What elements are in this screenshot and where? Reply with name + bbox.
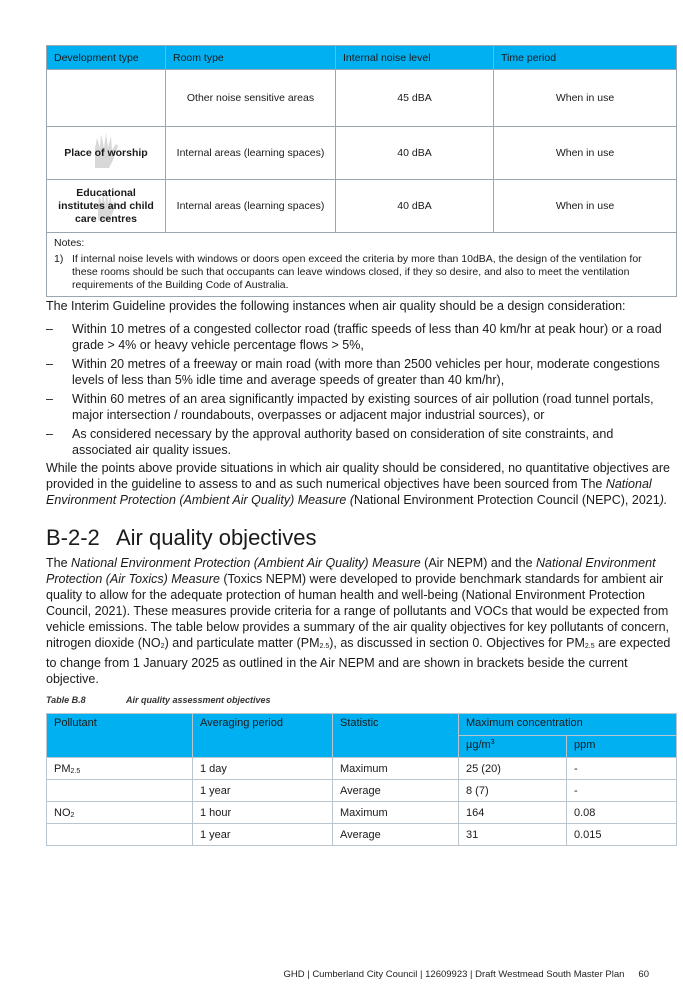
footer-text: GHD | Cumberland City Council | 12609923 | Draft Westmead South Master Plan [283,969,625,980]
section-heading [46,525,317,551]
cell-development-type [47,180,166,233]
cell-pollutant [47,780,193,802]
italic-run: ). [659,493,668,507]
text-run: (Air NEPM) and the [420,556,537,570]
list-item-text: As considered necessary by the approval authority based on consideration of site constraints, and associated air quality issues. [72,427,614,457]
caption-label: Table B.8 [46,695,86,705]
header-internal-noise-level: Internal noise level [336,46,494,70]
list-item [46,391,674,423]
cell-noise-level: 40 dBA [336,127,494,180]
cell-time-period: When in use [494,70,677,127]
cell-ppm: - [567,758,677,780]
subscript: 2.5 [70,767,81,775]
cell-ppm: 0.015 [567,824,677,846]
header-room-type: Room type [166,46,336,70]
cell-averaging-period: 1 year [193,824,333,846]
table-row [47,780,677,802]
cell-development-type [47,70,166,127]
note-item [54,253,669,292]
cell-ug: 31 [459,824,567,846]
note-number: 1) [54,253,64,265]
table-row [47,70,677,127]
cell-pollutant [47,802,193,824]
cell-statistic: Maximum [333,802,459,824]
pollutant-name: PM [54,762,71,775]
cell-averaging-period: 1 day [193,758,333,780]
cell-development-type [47,127,166,180]
section-number: B-2-2 [46,525,100,550]
noise-criteria-table [46,45,677,297]
paragraph-sources [46,460,674,508]
notes-row [47,233,677,297]
header-unit-ppm: ppm [567,736,677,758]
cell-averaging-period: 1 year [193,780,333,802]
table-row [47,824,677,846]
subscript: 2.5 [584,643,595,650]
unit-text: µg/m [466,739,491,751]
table-row [47,758,677,780]
cell-room-type: Internal areas (learning spaces) [166,180,336,233]
page-footer [283,969,649,980]
cell-ppm: 0.08 [567,802,677,824]
cell-noise-level: 45 dBA [336,70,494,127]
text-run: National Environment Protection Council (NEPC), 2021 [353,493,660,507]
list-bullet: – [46,357,53,371]
header-time-period: Time period [494,46,677,70]
development-type-label: Place of worship [64,146,148,159]
list-item-text: Within 20 metres of a freeway or main road (with more than 2500 vehicles per hour, moderate congestions levels of less than 5% idle time and average speeds of greater than 40 km/hr), [72,357,660,387]
paragraph-objectives [46,555,674,687]
pollutant-name: NO [54,806,71,819]
header-unit-ug [459,736,567,758]
cell-ug: 8 (7) [459,780,567,802]
table-row [47,127,677,180]
list-bullet: – [46,322,53,336]
subscript: 2 [160,643,165,650]
table-header-row [47,714,677,736]
cell-noise-level: 40 dBA [336,180,494,233]
cell-ppm: - [567,780,677,802]
notes-cell [47,233,677,297]
header-averaging-period: Averaging period [193,714,333,758]
italic-run: National Environment Protection (Ambient Air Quality) Measure ( [46,477,652,507]
cell-room-type: Other noise sensitive areas [166,70,336,127]
header-pollutant: Pollutant [47,714,193,758]
cell-time-period: When in use [494,127,677,180]
list-item [46,426,674,458]
header-development-type: Development type [47,46,166,70]
cell-statistic: Average [333,780,459,802]
text-run: (Toxics NEPM) were developed to provide benchmark standards for ambient air quality to allow for the adequate protection of human health and well-being (National Environment Protection Council, 2021). These measures provide criteria for a range of pollutants and VOCs that would be expected from vehicle emissions. The table below provides a summary of the air quality objectives for key pollutants of concern, nitrogen dioxide (NO [46,572,669,650]
subscript: 2 [70,811,75,819]
cell-pollutant [47,758,193,780]
cell-statistic: Average [333,824,459,846]
cell-pollutant [47,824,193,846]
list-item [46,356,674,388]
intro-paragraph: The Interim Guideline provides the following instances when air quality should be a design consideration: [46,299,626,313]
table-row [47,802,677,824]
text-run: ), as discussed in section 0. Objectives for PM [329,636,585,650]
notes-label: Notes: [54,237,85,249]
development-type-label: Educational institutes and child care centres [58,186,154,225]
header-statistic: Statistic [333,714,459,758]
section-title: Air quality objectives [116,525,317,550]
cell-room-type: Internal areas (learning spaces) [166,127,336,180]
note-text: If internal noise levels with windows or doors open exceed the criteria by more than 10dBA, the design of the ventilation for these rooms should be such that occupants can leave windows closed, if they so desire, and also to meet the ventilation requirements of the Building Code of Australia. [72,253,642,291]
superscript: 3 [490,739,495,746]
list-item-text: Within 10 metres of a congested collector road (traffic speeds of less than 40 km/hr at peak hour) or a road grade > 4% or heavy vehicle percentage flows > 5%, [72,322,662,352]
caption-title: Air quality assessment objectives [126,695,271,705]
table-header-row [47,46,677,70]
cell-ug: 25 (20) [459,758,567,780]
cell-ug: 164 [459,802,567,824]
table-row [47,180,677,233]
italic-run: National Environment Protection (Air Toxics) Measure [46,556,656,586]
list-item-text: Within 60 metres of an area significantly impacted by existing sources of air pollution (road tunnel portals, major intersection / roundabouts, overpasses or adjacent major industrial sources), or [72,392,654,422]
text-run: are expected to change from 1 January 2025 as outlined in the Air NEPM and are shown in brackets beside the current objective. [46,636,671,686]
list-bullet: – [46,392,53,406]
italic-run: National Environment Protection (Ambient Air Quality) Measure [71,556,421,570]
air-quality-objectives-table [46,713,677,846]
subscript: 2.5 [319,643,330,650]
text-run: The [46,556,72,570]
table-caption [46,695,271,705]
cell-averaging-period: 1 hour [193,802,333,824]
text-run: ) and particulate matter (PM [164,636,320,650]
cell-time-period: When in use [494,180,677,233]
list-bullet: – [46,427,53,441]
header-maximum-concentration: Maximum concentration [459,714,677,736]
cell-statistic: Maximum [333,758,459,780]
list-item [46,321,674,353]
text-run: While the points above provide situations in which air quality should be considered, no quantitative objectives are provided in the guideline to assess to and as such numerical objectives have been sourced from The [46,461,670,491]
page-number: 60 [638,969,649,980]
